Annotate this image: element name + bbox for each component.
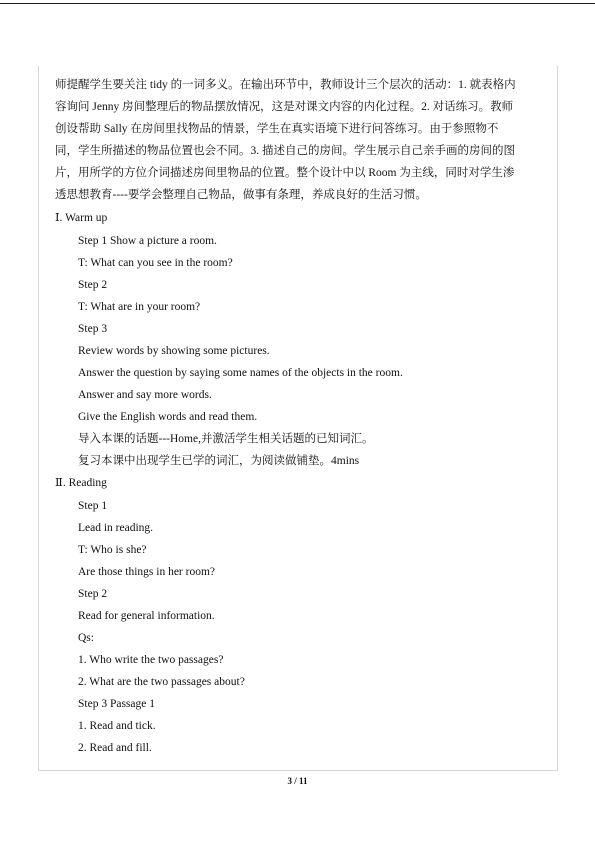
body-paragraph xyxy=(55,74,550,206)
reading-line: Step 2 xyxy=(78,588,108,600)
paragraph-line: 师提醒学生要关注 tidy 的一词多义。在输出环节中，教师设计三个层次的活动：1. 就表格内 xyxy=(55,79,516,91)
paragraph-line: 容询问 Jenny 房间整理后的物品摆放情况，这是对课文内容的内化过程。2. 对话练习。教师 xyxy=(55,101,514,113)
paragraph-line: 创设帮助 Sally 在房间里找物品的情景，学生在真实语境下进行问答练习。由于参照物不 xyxy=(55,123,499,135)
warmup-line: T: What are in your room? xyxy=(78,301,201,313)
warmup-line: 复习本课中出现学生已学的词汇，为阅读做铺垫。4mins xyxy=(78,455,360,467)
warmup-line: Give the English words and read them. xyxy=(78,411,258,423)
reading-line: T: Who is she? xyxy=(78,544,147,556)
reading-line: Are those things in her room? xyxy=(78,566,216,578)
reading-line: 1. Read and tick. xyxy=(78,720,156,732)
warmup-line: T: What can you see in the room? xyxy=(78,257,233,269)
warmup-line: Step 2 xyxy=(78,279,108,291)
paragraph-line: 透思想教育----要学会整理自己物品，做事有条理，养成良好的生活习惯。 xyxy=(55,189,427,201)
warmup-line: Step 3 xyxy=(78,323,108,335)
warmup-line: Step 1 Show a picture a room. xyxy=(78,235,217,247)
section-heading-warmup: Ⅰ. Warm up xyxy=(55,212,108,224)
header-rule xyxy=(0,3,595,4)
paragraph-line: 同，学生所描述的物品位置也会不同。3. 描述自己的房间。学生展示自己亲手画的房间的图 xyxy=(55,145,515,157)
reading-line: Step 3 Passage 1 xyxy=(78,698,155,710)
reading-line: Lead in reading. xyxy=(78,522,154,534)
warmup-line: Answer the question by saying some names of the objects in the room. xyxy=(78,367,403,379)
reading-line: 2. What are the two passages about? xyxy=(78,676,245,688)
reading-line: Qs: xyxy=(78,632,94,644)
reading-line: 1. Who write the two passages? xyxy=(78,654,224,666)
reading-line: Step 1 xyxy=(78,500,108,512)
warmup-line: Review words by showing some pictures. xyxy=(78,345,270,357)
warmup-line: 导入本课的话题---Home,并激活学生相关话题的已知词汇。 xyxy=(78,433,374,445)
section-heading-reading: Ⅱ. Reading xyxy=(55,477,107,489)
paragraph-line: 片，用所学的方位介词描述房间里物品的位置。整个设计中以 Room 为主线，同时对学生渗 xyxy=(55,167,515,179)
reading-line: Read for general information. xyxy=(78,610,215,622)
warmup-line: Answer and say more words. xyxy=(78,389,212,401)
reading-line: 2. Read and fill. xyxy=(78,742,152,754)
page-number: 3 / 11 xyxy=(287,776,308,786)
